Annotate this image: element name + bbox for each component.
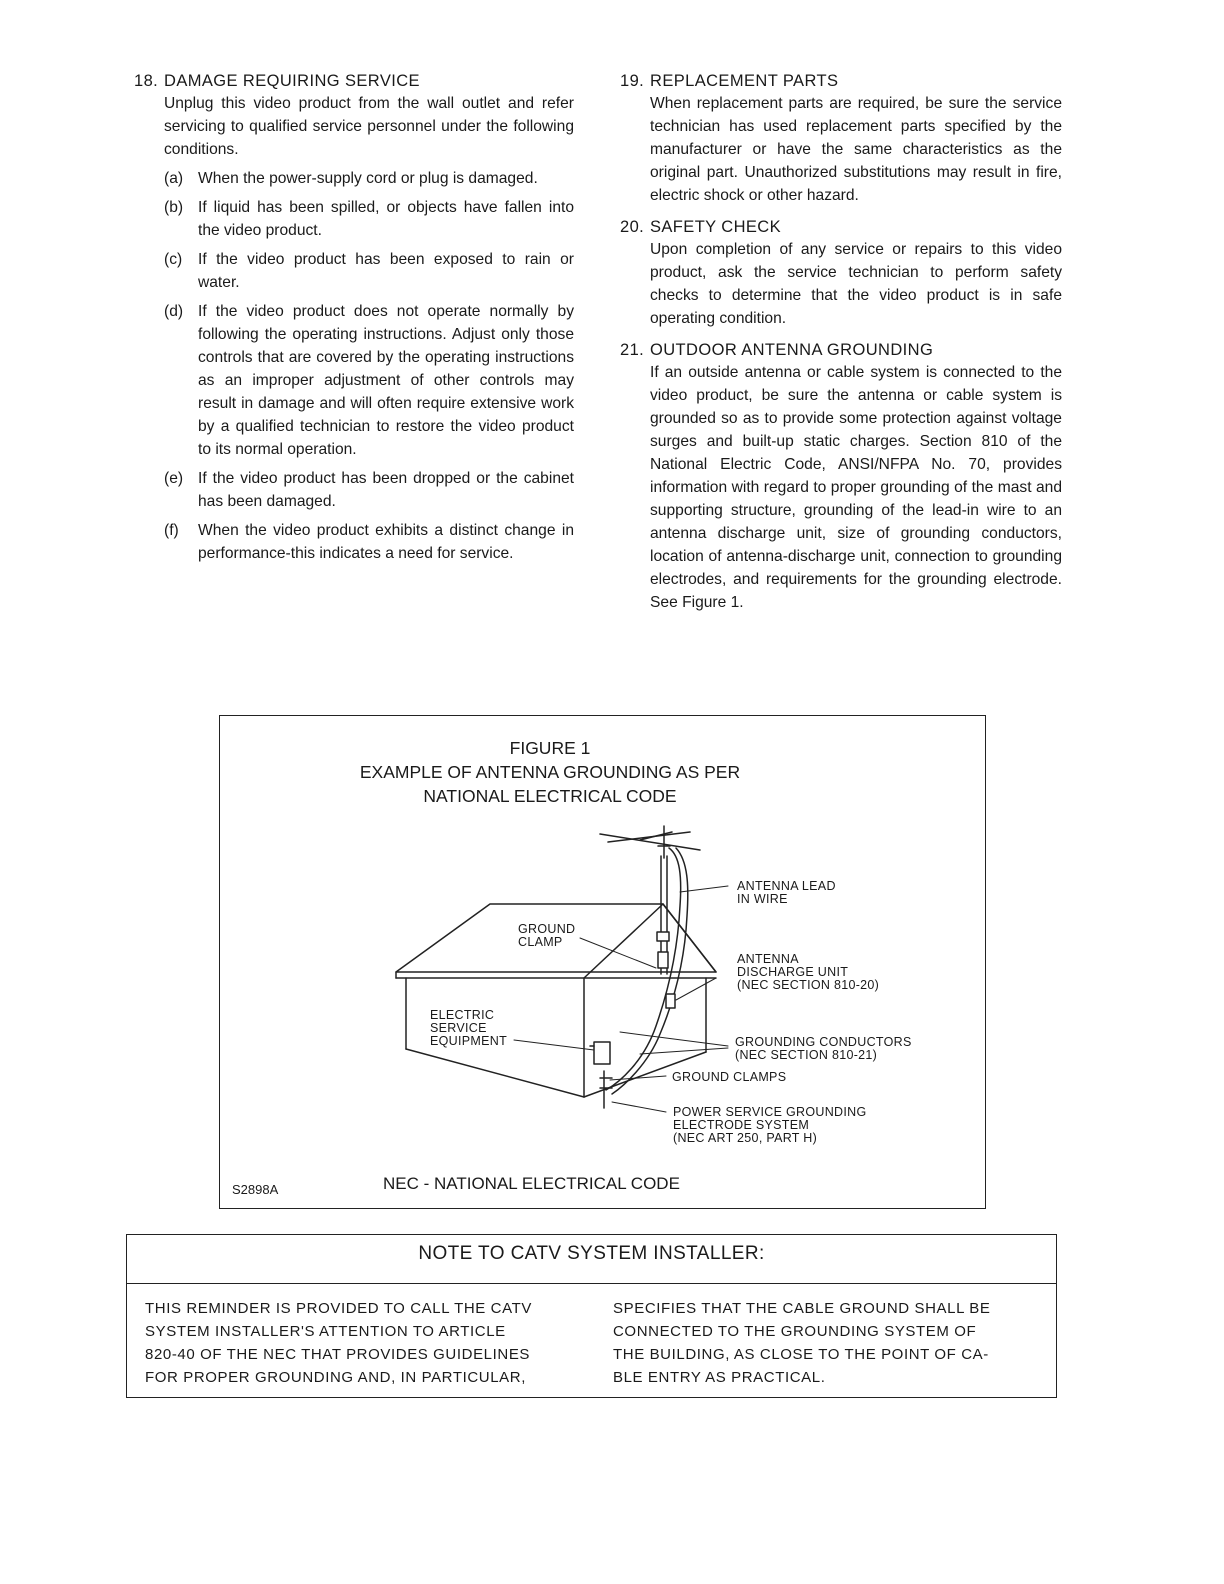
note-line: SYSTEM INSTALLER'S ATTENTION TO ARTICLE	[145, 1323, 506, 1340]
section-heading	[620, 339, 1062, 361]
section-heading	[134, 70, 574, 92]
item-label: (e)	[164, 470, 184, 487]
item-label: (f)	[164, 522, 179, 539]
catv-note-box	[126, 1234, 1057, 1398]
label-discharge-unit: ANTENNA DISCHARGE UNIT (NEC SECTION 810-20)	[737, 952, 880, 992]
item-label: (b)	[164, 199, 184, 216]
note-line: FOR PROPER GROUNDING AND, IN PARTICULAR,	[145, 1369, 526, 1386]
label-ground-clamps: GROUND CLAMPS	[672, 1070, 787, 1084]
item-text: If the video product has been exposed to rain or water.	[198, 251, 574, 291]
section-replacement-parts	[620, 70, 1062, 207]
section-body: When replacement parts are required, be sure the service technician has used replacement parts specified by the manufacturer or have the same characteristics as the original part. Unauthorized substitutions may result in fire, electric shock or other hazard.	[650, 95, 1062, 204]
item-label: (c)	[164, 251, 183, 268]
item-label: (a)	[164, 170, 184, 187]
section-number: 21.	[620, 341, 645, 359]
note-title: NOTE TO CATV SYSTEM INSTALLER:	[418, 1243, 765, 1264]
note-line: THIS REMINDER IS PROVIDED TO CALL THE CATV	[145, 1300, 532, 1317]
note-line: CONNECTED TO THE GROUNDING SYSTEM OF	[613, 1323, 977, 1340]
item-text: When the video product exhibits a distinct change in performance-this indicates a need for service.	[198, 522, 574, 562]
section-damage-requiring-service	[134, 70, 574, 565]
figure-code: S2898A	[232, 1182, 279, 1197]
condition-item-a	[134, 167, 574, 190]
discharge-unit	[666, 994, 675, 1008]
note-line: SPECIFIES THAT THE CABLE GROUND SHALL BE	[613, 1300, 991, 1317]
right-column	[620, 70, 1062, 623]
section-title: SAFETY CHECK	[650, 218, 782, 236]
section-safety-check	[620, 216, 1062, 330]
note-line: THE BUILDING, AS CLOSE TO THE POINT OF CA-	[613, 1346, 989, 1363]
item-text: When the power-supply cord or plug is damaged.	[198, 170, 538, 187]
left-column	[134, 70, 574, 574]
note-text-left	[145, 1297, 575, 1389]
item-text: If the video product has been dropped or the cabinet has been damaged.	[198, 470, 574, 510]
note-divider	[127, 1283, 1056, 1284]
section-title: REPLACEMENT PARTS	[650, 72, 839, 90]
note-line: 820-40 OF THE NEC THAT PROVIDES GUIDELINES	[145, 1346, 531, 1363]
section-title: OUTDOOR ANTENNA GROUNDING	[650, 341, 934, 359]
section-outdoor-antenna-grounding	[620, 339, 1062, 614]
figure-title-line-1: EXAMPLE OF ANTENNA GROUNDING AS PER	[359, 762, 741, 782]
figure-1-box	[219, 715, 986, 1209]
label-ground-clamp: GROUND CLAMP	[518, 922, 576, 949]
label-antenna-lead: ANTENNA LEAD IN WIRE	[737, 879, 836, 906]
figure-title-line-2: NATIONAL ELECTRICAL CODE	[423, 786, 677, 806]
figure-footer: NEC - NATIONAL ELECTRICAL CODE	[383, 1174, 680, 1193]
item-text: If liquid has been spilled, or objects have fallen into the video product.	[198, 199, 574, 239]
item-label: (d)	[164, 303, 184, 320]
section-title: DAMAGE REQUIRING SERVICE	[164, 72, 420, 90]
section-number: 19.	[620, 72, 645, 90]
condition-item-e	[134, 467, 574, 513]
condition-list	[134, 167, 574, 565]
section-heading	[620, 70, 1062, 92]
label-power-service: POWER SERVICE GROUNDING ELECTRODE SYSTEM (NEC ART 250, PART H)	[673, 1105, 867, 1145]
section-body: If an outside antenna or cable system is connected to the video product, be sure the antenna or cable system is grounded so as to provide some protection against voltage surges and built-up static charges. Section 810 of the National Electric Code, ANSI/NFPA No. 70, provides information with regard to proper grounding of the mast and supporting structure, grounding of the lead-in wire to an antenna discharge unit, size of grounding conductors, location of antenna-discharge unit, connection to grounding electrodes, and requirements for the grounding electrode. See Figure 1.	[650, 364, 1062, 611]
section-heading	[620, 216, 1062, 238]
label-grounding-conductors: GROUNDING CONDUCTORS (NEC SECTION 810-21)	[735, 1035, 912, 1062]
note-text-right	[613, 1297, 1045, 1389]
label-electric-service: ELECTRIC SERVICE EQUIPMENT	[430, 1008, 508, 1048]
note-line: BLE ENTRY AS PRACTICAL.	[613, 1369, 826, 1386]
service-box	[594, 1042, 610, 1064]
section-number: 18.	[134, 72, 159, 90]
figure-number: FIGURE 1	[509, 738, 591, 758]
section-body: Upon completion of any service or repairs to this video product, ask the service technician to perform safety checks to determine that the video product is in safe operating condition.	[650, 241, 1062, 327]
item-text: If the video product does not operate normally by following the operating instructions. Adjust only those controls that are covered by the operating instructions as an improper adjustment of other controls may result in damage and will often require extensive work by a qualified technician to restore the video product to its normal operation.	[198, 303, 574, 458]
section-intro: Unplug this video product from the wall outlet and refer servicing to qualified service personnel under the following conditions.	[164, 95, 574, 158]
condition-item-f	[134, 519, 574, 565]
condition-item-b	[134, 196, 574, 242]
condition-item-d	[134, 300, 574, 461]
section-number: 20.	[620, 218, 645, 236]
condition-item-c	[134, 248, 574, 294]
